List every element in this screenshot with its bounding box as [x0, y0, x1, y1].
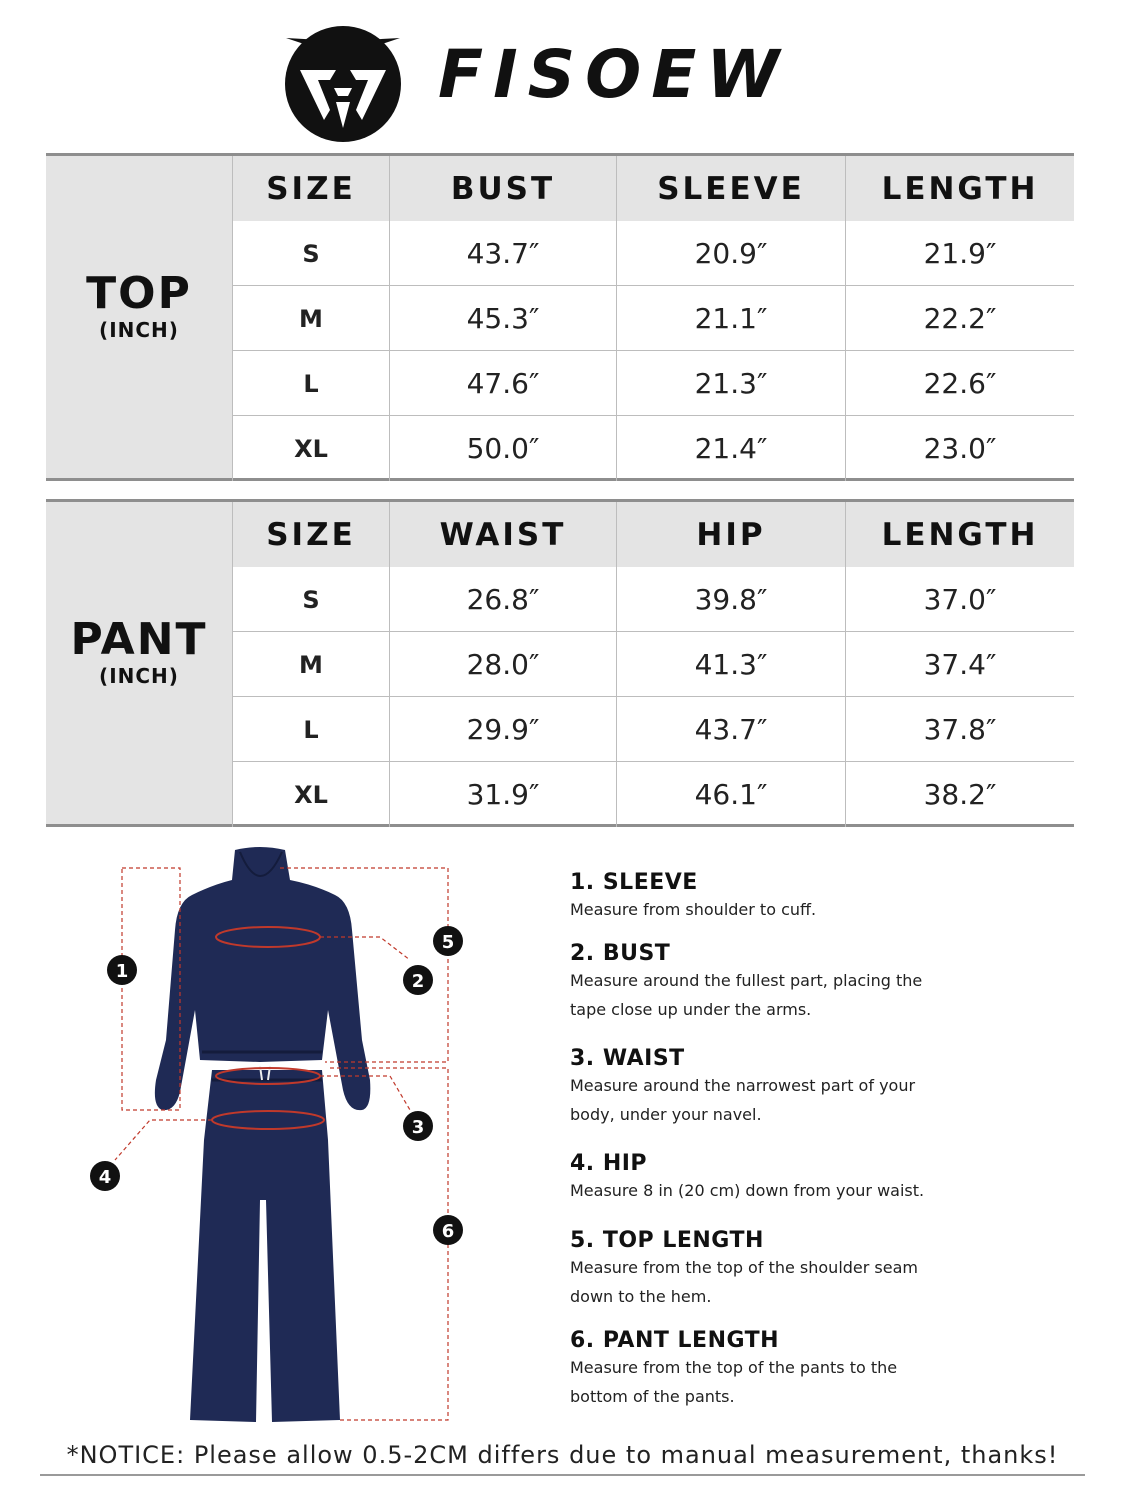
measurement-figure: [100, 840, 480, 1440]
guide-waist: [570, 1046, 950, 1129]
marker-2: [403, 965, 433, 995]
guide-sleeve: [570, 870, 950, 924]
guide-title: 1. SLEEVE: [570, 870, 698, 895]
marker-5: [433, 926, 463, 956]
table-row: [232, 286, 1074, 351]
value-cell: 39.8″: [616, 567, 845, 632]
value-cell: 50.0″: [389, 416, 616, 481]
brand-name: FISOEW: [438, 36, 790, 113]
guide-title: 4. HIP: [570, 1151, 648, 1176]
marker-label: 1: [115, 961, 129, 982]
marker-6: [433, 1215, 463, 1245]
header-cell: WAIST: [389, 502, 616, 567]
table-header-row: [232, 156, 1074, 221]
pant-table-grid: [232, 499, 1074, 827]
header-cell: SLEEVE: [616, 156, 845, 221]
value-cell: 37.0″: [845, 567, 1074, 632]
header-cell: SIZE: [232, 156, 389, 221]
marker-label: 3: [411, 1117, 425, 1138]
value-cell: 21.1″: [616, 286, 845, 351]
size-cell: M: [232, 286, 389, 351]
value-cell: 20.9″: [616, 221, 845, 286]
table-row: [232, 221, 1074, 286]
guide-desc: Measure from the top of the pants to the bottom of the pants.: [570, 1358, 898, 1406]
value-cell: 43.7″: [616, 697, 845, 762]
top-size-table: [46, 153, 1074, 481]
guide-title: 6. PANT LENGTH: [570, 1328, 780, 1353]
marker-4: [90, 1161, 120, 1191]
value-cell: 37.8″: [845, 697, 1074, 762]
marker-label: 6: [441, 1221, 455, 1242]
pant-size-table: [46, 499, 1074, 827]
value-cell: 29.9″: [389, 697, 616, 762]
guide-hip: [570, 1151, 950, 1205]
size-cell: L: [232, 697, 389, 762]
guide-desc: Measure 8 in (20 cm) down from your waist.: [570, 1181, 925, 1200]
value-cell: 37.4″: [845, 632, 1074, 697]
size-cell: M: [232, 632, 389, 697]
marker-1: [107, 955, 137, 985]
guide-bust: [570, 941, 950, 1024]
value-cell: 46.1″: [616, 762, 845, 827]
guide-desc: Measure from shoulder to cuff.: [570, 900, 817, 919]
brand-logo: [278, 18, 853, 144]
value-cell: 38.2″: [845, 762, 1074, 827]
top-table-label-panel: [46, 153, 232, 481]
top-table-grid: [232, 153, 1074, 481]
measurement-notice: *NOTICE: Please allow 0.5-2CM differs due to manual measurement, thanks!: [66, 1441, 1059, 1469]
value-cell: 21.4″: [616, 416, 845, 481]
pant-table-label-panel: [46, 499, 232, 827]
marker-label: 2: [411, 971, 425, 992]
marker-3: [403, 1111, 433, 1141]
header-cell: LENGTH: [845, 502, 1074, 567]
table-row: [232, 567, 1074, 632]
guide-desc: Measure from the top of the shoulder seam down to the hem.: [570, 1258, 918, 1306]
value-cell: 26.8″: [389, 567, 616, 632]
size-cell: XL: [232, 416, 389, 481]
guide-title: 3. WAIST: [570, 1046, 685, 1071]
marker-label: 5: [441, 932, 455, 953]
guide-top-length: [570, 1228, 950, 1311]
value-cell: 23.0″: [845, 416, 1074, 481]
value-cell: 21.3″: [616, 351, 845, 416]
value-cell: 21.9″: [845, 221, 1074, 286]
size-cell: L: [232, 351, 389, 416]
guide-desc: Measure around the narrowest part of your body, under your navel.: [570, 1076, 916, 1124]
guide-desc: Measure around the fullest part, placing the tape close up under the arms.: [570, 971, 923, 1019]
value-cell: 22.6″: [845, 351, 1074, 416]
header-cell: HIP: [616, 502, 845, 567]
table-row: [232, 351, 1074, 416]
pant-table-unit: (INCH): [99, 664, 179, 688]
header-cell: BUST: [389, 156, 616, 221]
size-cell: XL: [232, 762, 389, 827]
value-cell: 41.3″: [616, 632, 845, 697]
table-row: [232, 762, 1074, 827]
value-cell: 28.0″: [389, 632, 616, 697]
value-cell: 22.2″: [845, 286, 1074, 351]
guide-title: 2. BUST: [570, 941, 671, 966]
fisoew-logo-icon: [278, 18, 408, 144]
top-table-unit: (INCH): [99, 318, 179, 342]
top-table-label: TOP: [86, 268, 192, 319]
header-cell: LENGTH: [845, 156, 1074, 221]
value-cell: 45.3″: [389, 286, 616, 351]
guide-pant-length: [570, 1328, 950, 1411]
header-cell: SIZE: [232, 502, 389, 567]
table-row: [232, 416, 1074, 481]
marker-label: 4: [98, 1167, 112, 1188]
table-header-row: [232, 502, 1074, 567]
value-cell: 31.9″: [389, 762, 616, 827]
size-cell: S: [232, 567, 389, 632]
notice-divider: [40, 1474, 1085, 1476]
table-row: [232, 697, 1074, 762]
pant-table-label: PANT: [70, 614, 208, 665]
value-cell: 43.7″: [389, 221, 616, 286]
size-cell: S: [232, 221, 389, 286]
table-row: [232, 632, 1074, 697]
value-cell: 47.6″: [389, 351, 616, 416]
guide-title: 5. TOP LENGTH: [570, 1228, 764, 1253]
